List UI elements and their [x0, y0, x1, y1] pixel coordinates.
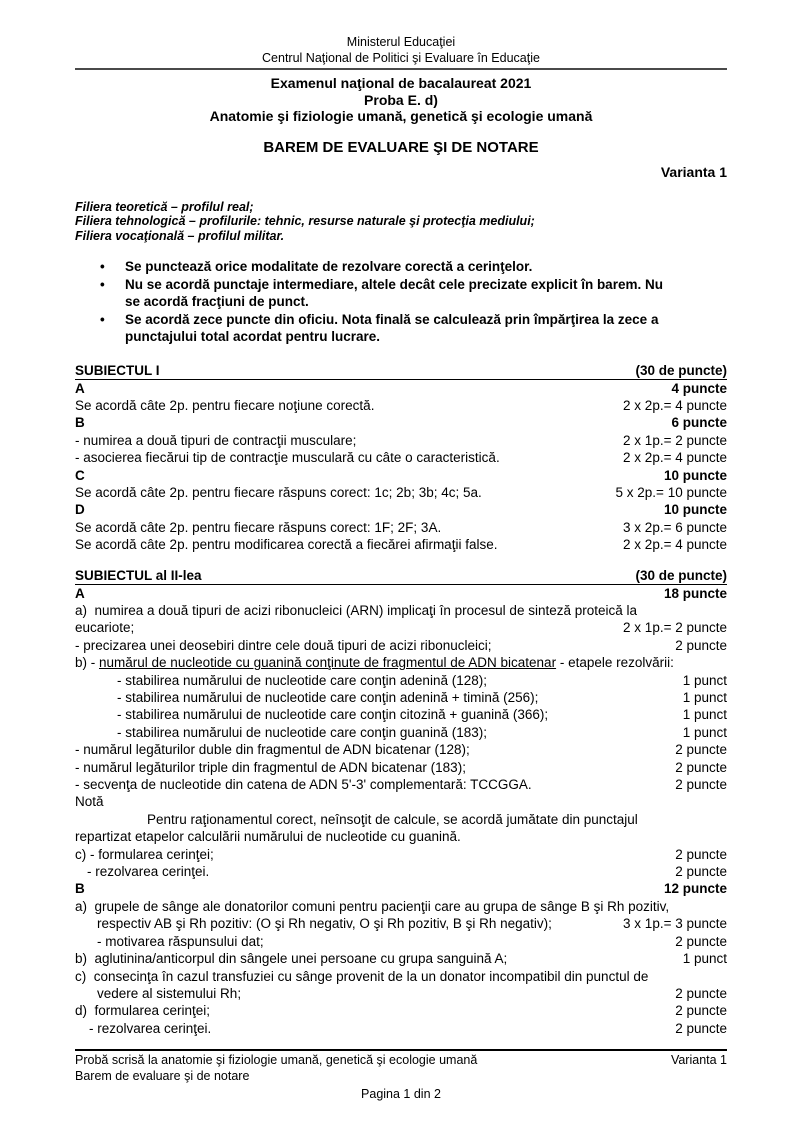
bullet-icon: •: [100, 259, 105, 274]
row-points: 2 x 1p.= 2 puncte: [623, 432, 727, 448]
row-points: 6 puncte: [671, 415, 727, 431]
row-text: Se acordă câte 2p. pentru fiecare noţiune corectă.: [75, 397, 375, 413]
score-row: [75, 637, 727, 654]
row-text: Se acordă câte 2p. pentru modificarea corectă a fiecărei afirmaţii false.: [75, 537, 498, 553]
row-text: - numărul legăturilor duble din fragmentul de ADN bicatenar (128);: [75, 742, 470, 758]
row-points: 2 puncte: [675, 1003, 727, 1019]
row-text: Notă: [75, 794, 104, 810]
row-text: - secvenţa de nucleotide din catena de ADN 5'-3' complementară: TCCGGA.: [75, 777, 532, 793]
row-points: 2 x 2p.= 4 puncte: [623, 450, 727, 466]
row-points: 5 x 2p.= 10 puncte: [615, 484, 727, 500]
score-row: [75, 724, 727, 741]
footer-page-number: Pagina 1 din 2: [361, 1087, 441, 1102]
row-text: A: [75, 585, 85, 601]
row-points: 2 puncte: [675, 637, 727, 653]
score-row: [75, 950, 727, 967]
bullet-icon: •: [100, 276, 105, 292]
score-row: [75, 828, 727, 845]
row-points: 1 punct: [682, 707, 727, 723]
score-row: [75, 968, 727, 985]
row-text: - stabilirea numărului de nucleotide care conţin adenină + timină (256);: [117, 690, 539, 705]
row-text: a) grupele de sânge ale donatorilor comuni pentru pacienţii care au grupa de sânge B şi Rh pozitiv,: [75, 898, 670, 914]
section-title: SUBIECTUL al II-lea: [75, 567, 202, 583]
footer-variant-label: Varianta 1: [670, 1053, 727, 1068]
row-text: A: [75, 380, 85, 396]
exam-title: Examenul naţional de bacalaureat 2021: [270, 75, 532, 91]
score-row: [75, 619, 727, 636]
row-points: 1 punct: [682, 724, 727, 740]
bullet-line: Se acordă zece puncte din oficiu. Nota finală se calculează prin împărţirea la zece a: [125, 311, 659, 327]
ministry-line: Ministerul Educaţiei: [346, 35, 456, 49]
footer-barem-label: Barem de evaluare şi de notare: [75, 1068, 250, 1083]
row-points: 2 puncte: [675, 777, 727, 793]
score-row: [75, 397, 727, 414]
row-points: 2 puncte: [675, 742, 727, 758]
row-text: Pentru raţionamentul corect, neînsoţit de calcule, se acordă jumătate din punctajul: [147, 811, 638, 827]
score-row: [75, 776, 727, 793]
underlined-text: numărul de nucleotide cu guanină conţinute de fragmentul de ADN bicatenar: [99, 655, 557, 671]
section-points: (30 de puncte): [635, 567, 727, 583]
row-points: 1 punct: [682, 672, 727, 688]
bullet-item: [75, 258, 727, 276]
footer-proba-label: Probă scrisă la anatomie şi fiziologie umană, genetică şi ecologie umană: [75, 1053, 478, 1068]
score-row: [75, 449, 727, 466]
score-row: [75, 414, 727, 431]
bullet-line: se acordă fracţiuni de punct.: [125, 294, 309, 309]
row-text: c) consecinţa în cazul transfuziei cu sânge provenit de la un donator incompatibil din punctul de: [75, 968, 649, 984]
bullet-item: [75, 276, 727, 311]
section: [75, 362, 727, 554]
row-points: 2 puncte: [675, 864, 727, 880]
row-text: - numărul legăturilor triple din fragmentul de ADN bicatenar (183);: [75, 759, 466, 775]
score-row: [75, 585, 727, 602]
row-text: [75, 655, 674, 670]
center-line: Centrul Naţional de Politici şi Evaluare în Educaţie: [262, 50, 540, 65]
footer: [75, 1049, 727, 1103]
row-text: B: [75, 415, 85, 431]
filiera-block: [75, 200, 727, 244]
row-points: 10 puncte: [663, 502, 727, 518]
row-points: 18 puncte: [663, 585, 727, 601]
bullet-text: [125, 311, 727, 346]
section-title: SUBIECTUL I: [75, 362, 160, 378]
score-row: [75, 898, 727, 915]
header-rule: [75, 68, 727, 70]
score-row: [75, 741, 727, 758]
score-row: [75, 501, 727, 518]
row-points: 3 x 1p.= 3 puncte: [623, 916, 727, 932]
footer-row-1: [75, 1053, 727, 1069]
score-row: [75, 519, 727, 536]
row-text: b) aglutinina/anticorpul din sângele unei persoane cu grupa sanguină A;: [75, 951, 508, 967]
variant-label: Varianta 1: [660, 163, 727, 180]
bullet-line: punctajului total acordat pentru lucrare.: [125, 329, 381, 344]
row-points: 2 puncte: [675, 846, 727, 862]
score-row: [75, 759, 727, 776]
bullet-line: Nu se acordă punctaje intermediare, altele decât cele precizate explicit în barem. Nu: [125, 276, 663, 292]
row-text: Se acordă câte 2p. pentru fiecare răspuns corect: 1F; 2F; 3A.: [75, 519, 442, 535]
score-row: [75, 467, 727, 484]
score-row: [75, 880, 727, 897]
score-row: [75, 672, 727, 689]
subject-title: Anatomie şi fiziologie umană, genetică şi ecologie umană: [209, 108, 593, 124]
row-text: vedere al sistemului Rh;: [97, 985, 242, 1001]
row-text: - rezolvarea cerinţei.: [89, 1020, 212, 1036]
score-row: [75, 380, 727, 397]
row-points: 4 puncte: [671, 380, 727, 396]
filiera-line: Filiera teoretică – profilul real;: [75, 199, 254, 214]
score-row: [75, 706, 727, 723]
bullet-item: [75, 311, 727, 346]
section-points: (30 de puncte): [635, 362, 727, 378]
row-text: - motivarea răspunsului dat;: [97, 933, 264, 949]
row-text: Se acordă câte 2p. pentru fiecare răspuns corect: 1c; 2b; 3b; 4c; 5a.: [75, 484, 482, 500]
score-row: [75, 484, 727, 501]
filiera-line: Filiera tehnologică – profilurile: tehnic, resurse naturale şi protecţia mediului;: [75, 214, 535, 228]
score-row: [75, 933, 727, 950]
row-text: a) numirea a două tipuri de acizi ribonucleici (ARN) implicaţi în procesul de sinteză proteică la: [75, 602, 638, 618]
bullet-icon: •: [100, 311, 105, 327]
row-text: repartizat etapelor calculării numărului de nucleotide cu guanină.: [75, 829, 461, 845]
section-heading: [75, 567, 727, 585]
row-text-segment: - etapele rezolvării:: [556, 655, 674, 671]
bullet-text: [125, 276, 727, 311]
row-text: c) - formularea cerinţei;: [75, 846, 214, 862]
row-text: eucariote;: [75, 620, 135, 636]
score-row: [75, 432, 727, 449]
score-row: [75, 602, 727, 619]
score-row: [75, 793, 727, 810]
row-text: - asocierea fiecărui tip de contracţie musculară cu câte o caracteristică.: [75, 450, 500, 466]
row-points: 2 puncte: [675, 759, 727, 775]
barem-title: BAREM DE EVALUARE ŞI DE NOTARE: [263, 138, 539, 156]
score-row: [75, 689, 727, 706]
row-text-segment: b) -: [75, 655, 100, 671]
row-text: - rezolvarea cerinţei.: [87, 864, 210, 880]
score-row: [75, 1002, 727, 1019]
score-row: [75, 654, 727, 671]
bullet-text: [125, 258, 727, 276]
row-points: 2 puncte: [675, 933, 727, 949]
score-row: [75, 985, 727, 1002]
score-row: [75, 1020, 727, 1037]
filiera-line: Filiera vocaţională – profilul militar.: [75, 228, 285, 243]
row-text: C: [75, 467, 85, 483]
proba-title: Proba E. d): [364, 91, 438, 108]
row-text: respectiv AB şi Rh pozitiv: (O şi Rh negativ, O şi Rh pozitiv, B şi Rh negativ);: [97, 916, 552, 932]
row-points: 12 puncte: [663, 881, 727, 897]
row-points: 2 x 2p.= 4 puncte: [623, 537, 727, 553]
row-points: 2 puncte: [675, 985, 727, 1001]
row-text: - stabilirea numărului de nucleotide care conţin guanină (183);: [117, 724, 487, 740]
score-row: [75, 846, 727, 863]
row-text: D: [75, 502, 85, 518]
section-heading: [75, 362, 727, 380]
score-row: [75, 811, 727, 828]
row-text: d) formularea cerinţei;: [75, 1003, 211, 1019]
row-text: - stabilirea numărului de nucleotide care conţin adenină (128);: [117, 672, 487, 688]
score-row: [75, 863, 727, 880]
bullet-line: Se punctează orice modalitate de rezolvare corectă a cerinţelor.: [125, 259, 533, 274]
row-text: B: [75, 881, 85, 897]
row-text: - stabilirea numărului de nucleotide care conţin citozină + guanină (366);: [117, 707, 549, 723]
row-points: 2 puncte: [675, 1020, 727, 1036]
sections-container: [75, 362, 727, 1038]
row-points: 2 x 2p.= 4 puncte: [623, 397, 727, 413]
score-row: [75, 536, 727, 553]
row-points: 10 puncte: [663, 467, 727, 483]
row-points: 1 punct: [682, 690, 727, 705]
intro-bullets: [75, 258, 727, 346]
row-points: 1 punct: [682, 951, 727, 967]
section: [75, 567, 727, 1038]
row-text: - numirea a două tipuri de contracţii musculare;: [75, 432, 357, 448]
score-row: [75, 915, 727, 932]
row-points: 3 x 2p.= 6 puncte: [623, 519, 727, 535]
row-points: 2 x 1p.= 2 puncte: [623, 620, 727, 636]
row-text: - precizarea unei deosebiri dintre cele două tipuri de acizi ribonucleici;: [75, 637, 492, 653]
